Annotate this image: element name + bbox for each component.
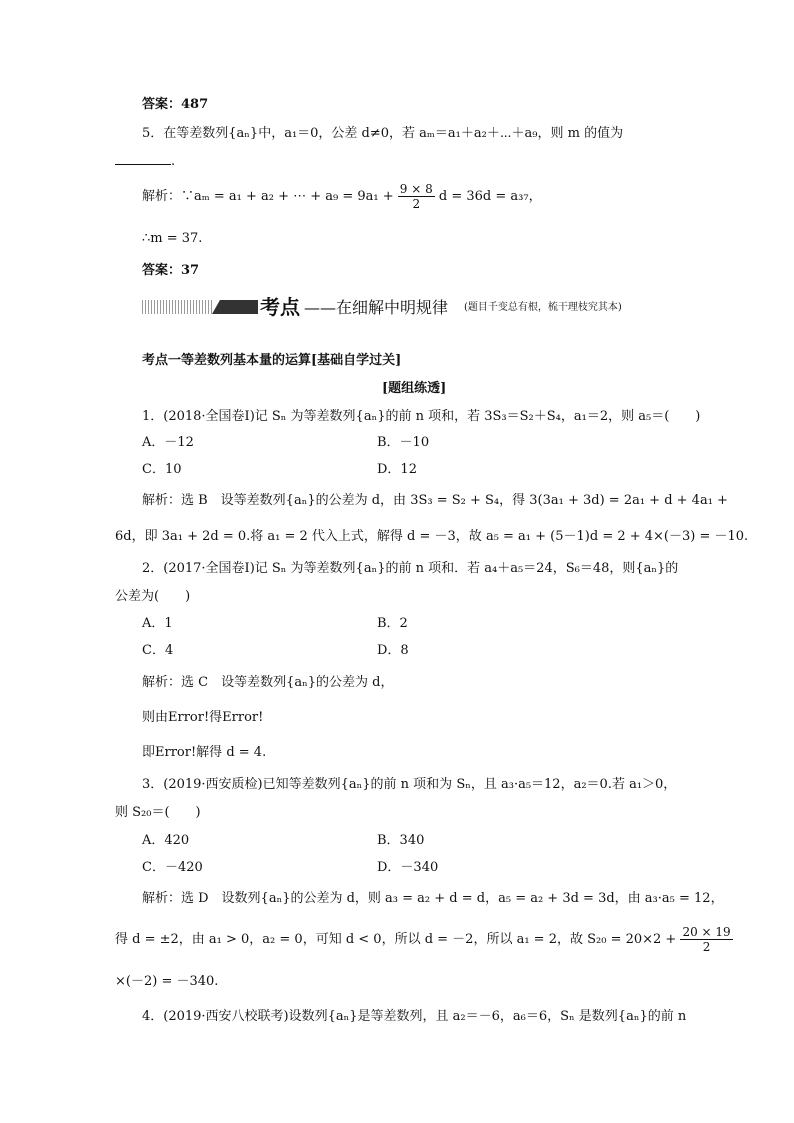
banner-bar-decoration — [220, 300, 258, 314]
answer-5: 答案：37 — [142, 263, 200, 278]
banner-title: 考点 — [260, 295, 300, 319]
problem-3-option-d: D．－340 — [377, 860, 439, 875]
problem-1-solution-line-1: 解析：选 B 设等差数列{aₙ}的公差为 d，由 3S₃ = S₂ + S₄，得 3(3a₁ + 3d) = 2a₁ + d + 4a₁ + — [142, 493, 728, 508]
solution-5-pre: 解析：∵aₘ = a₁ + a₂ + ⋯ + a₉ = 9a₁ + — [142, 189, 394, 204]
problem-2-option-a: A．1 — [142, 616, 173, 631]
problem-3-option-a: A．420 — [142, 833, 190, 848]
banner-subtitle: ——在细解中明规律 — [304, 298, 449, 317]
problem-2-solution-line-2: 则由Error!得Error! — [142, 710, 264, 725]
solution-5-post: d = 36d = a₃₇， — [438, 189, 542, 204]
fraction-numerator: 9 × 8 — [399, 182, 433, 196]
banner-hatch-decoration — [142, 300, 212, 314]
problem-2-option-b: B．2 — [377, 616, 408, 631]
problem-2-option-d: D．8 — [377, 643, 409, 658]
banner-note: (题目千变总有根，梳干理枝究其本) — [464, 302, 622, 313]
problem-3-solution-line-1: 解析：选 D 设数列{aₙ}的公差为 d，则 a₃ = a₂ + d = d，a₅ = a₂ + 3d = 3d，由 a₃·a₅ = 12， — [142, 891, 724, 906]
problem-1-option-a: A．－12 — [142, 435, 194, 450]
problem-2-option-c: C．4 — [142, 643, 174, 658]
banner-slant-decoration — [212, 300, 220, 314]
problem-3-option-b: B．340 — [377, 833, 425, 848]
problem-1-stem: 1．(2018·全国卷Ⅰ)记 Sₙ 为等差数列{aₙ}的前 n 项和，若 3S₃＝S₂＋S₄，a₁＝2，则 a₅＝( ) — [142, 409, 701, 424]
problem-3-solution-pre: 得 d = ±2，由 a₁ > 0，a₂ = 0，可知 d < 0，所以 d = －2，所以 a₁ = 2，故 S₂₀ = 20×2 + — [115, 932, 677, 947]
section-banner — [142, 294, 662, 322]
problem-1-option-d: D．12 — [377, 462, 417, 477]
solution-5-conclusion: ∴m = 37. — [142, 231, 203, 246]
problem-3-option-c: C．－420 — [142, 860, 203, 875]
section-heading: 考点一等差数列基本量的运算[基础自学过关] — [142, 353, 402, 368]
fraction-denominator: 2 — [702, 940, 711, 954]
problem-1-solution-line-2: 6d，即 3a₁ + 2d = 0.将 a₁ = 2 代入上式，解得 d = －3，故 a₅ = a₁ + (5－1)d = 2 + 4×(－3) = －10. — [115, 529, 749, 544]
answer-blank — [115, 152, 171, 165]
question-5-end: . — [171, 154, 176, 169]
ans-prev: 答案：487 — [142, 97, 209, 112]
problem-2-solution-line-1: 解析：选 C 设等差数列{aₙ}的公差为 d， — [142, 675, 394, 690]
question-5: 5．在等差数列{aₙ}中，a₁＝0，公差 d≠0，若 aₘ＝a₁＋a₂＋⋯＋a₉，则 m 的值为 — [142, 126, 624, 141]
problem-3-solution-fraction — [680, 925, 732, 954]
fraction-numerator: 20 × 19 — [682, 925, 731, 939]
question-5-blank — [115, 152, 175, 171]
fraction-denominator: 2 — [412, 197, 421, 211]
problem-1-option-b: B．－10 — [377, 435, 430, 450]
problem-2-stem: 2．(2017·全国卷Ⅰ)记 Sₙ 为等差数列{aₙ}的前 n 项和．若 a₄＋a₅＝24，S₆＝48，则{aₙ}的 — [142, 561, 679, 576]
subsection-heading: [题组练透] — [382, 381, 447, 396]
problem-3-stem: 3．(2019·西安质检)已知等差数列{aₙ}的前 n 项和为 Sₙ，且 a₃·a₅＝12，a₂＝0.若 a₁＞0， — [142, 777, 677, 792]
problem-2-solution-line-3: 即Error!解得 d = 4. — [142, 745, 267, 760]
problem-3-solution-line-3: ×(－2) = －340. — [115, 974, 219, 989]
problem-1-option-c: C．10 — [142, 462, 182, 477]
problem-4-stem: 4．(2019·西安八校联考)设数列{aₙ}是等差数列，且 a₂＝－6，a₆＝6，Sₙ 是数列{aₙ}的前 n — [142, 1009, 687, 1024]
problem-3-solution-line-2 — [115, 922, 733, 958]
problem-3-stem-cont: 则 S₂₀＝( ) — [115, 805, 201, 820]
solution-5 — [142, 180, 542, 214]
solution-5-fraction — [398, 182, 435, 211]
problem-2-stem-cont: 公差为( ) — [115, 589, 191, 604]
